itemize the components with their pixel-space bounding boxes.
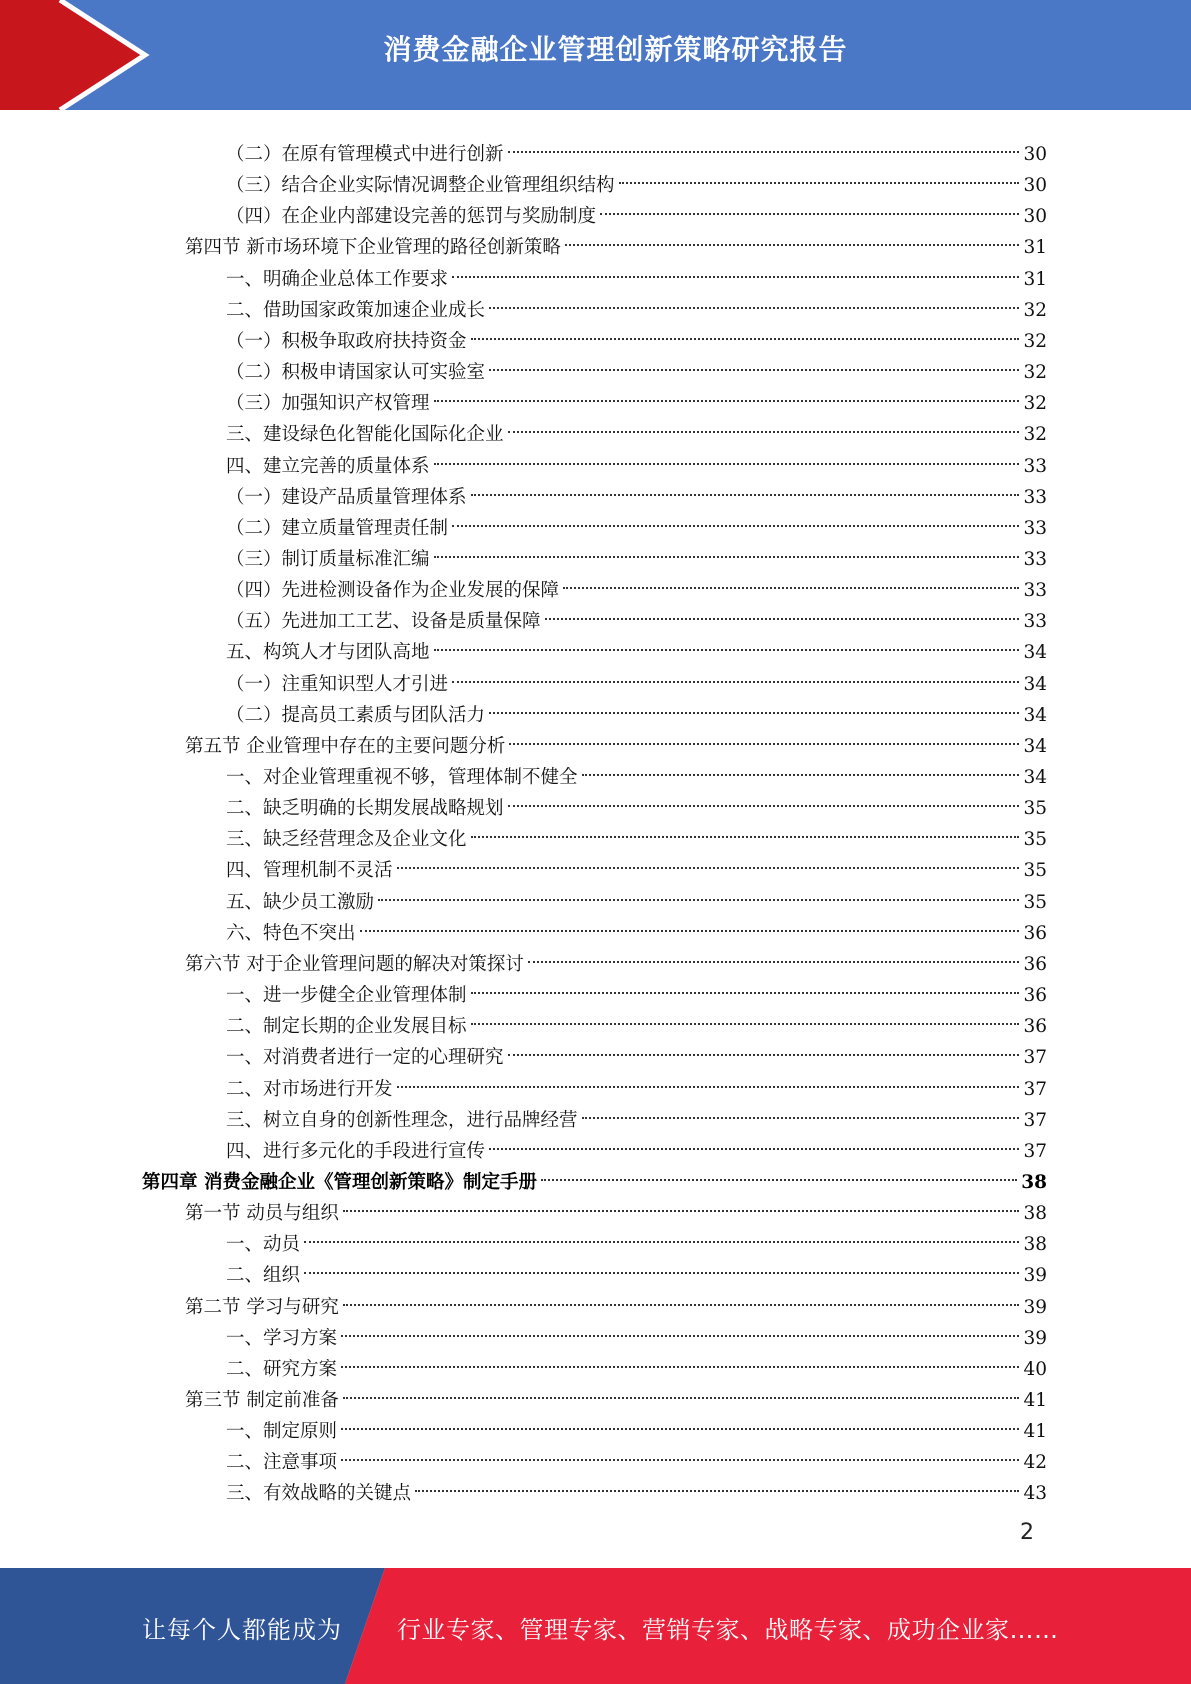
toc-dot-leader (434, 441, 1022, 472)
toc-entry[interactable] (226, 472, 1047, 508)
toc-entry-page: 36 (1023, 1016, 1047, 1038)
toc-entry-label: 二、对市场进行开发 (226, 1078, 393, 1100)
toc-entry-label: 三、树立自身的创新性理念，进行品牌经营 (226, 1109, 578, 1131)
toc-entry[interactable] (226, 752, 1047, 788)
toc-entry-label: 四、进行多元化的手段进行宣传 (226, 1140, 486, 1162)
toc-entry-label: 第六节 对于企业管理问题的解决对策探讨 (185, 953, 524, 975)
toc-entry-page: 34 (1023, 735, 1047, 757)
page-footer (0, 1568, 1191, 1684)
toc-entry-page: 38 (1023, 1203, 1047, 1225)
toc-entry-label: （三）制订质量标准汇编 (226, 548, 430, 570)
toc-entry[interactable] (226, 659, 1047, 695)
toc-entry-label: （一）注重知识型人才引进 (226, 673, 449, 695)
toc-dot-leader (600, 191, 1021, 222)
toc-entry-label: 三、缺乏经营理念及企业文化 (226, 829, 467, 851)
toc-dot-leader (341, 1406, 1021, 1437)
toc-entry[interactable] (226, 845, 1047, 882)
toc-dot-leader (341, 1344, 1021, 1375)
toc-entry[interactable] (226, 503, 1047, 539)
toc-entry-label: 三、有效战略的关键点 (226, 1483, 412, 1505)
toc-entry-page: 35 (1023, 798, 1047, 820)
toc-entry-label: （二）提高员工素质与团队活力 (226, 704, 486, 726)
toc-entry-page: 31 (1023, 237, 1047, 259)
toc-dot-leader (582, 752, 1022, 783)
toc-dot-leader (378, 877, 1021, 908)
toc-entry-label: 第三节 制定前准备 (185, 1390, 339, 1411)
toc-entry[interactable] (226, 129, 1047, 165)
toc-entry[interactable] (226, 409, 1047, 446)
toc-dot-leader (509, 721, 1021, 752)
toc-entry-label: 第四节 新市场环境下企业管理的路径创新策略 (185, 237, 561, 259)
toc-entry-label: （二）在原有管理模式中进行创新 (226, 144, 504, 165)
toc-entry[interactable] (226, 690, 1047, 726)
toc-dot-leader (582, 1095, 1022, 1126)
toc-dot-leader (508, 129, 1022, 160)
toc-dot-leader (415, 1468, 1021, 1499)
toc-entry[interactable] (226, 627, 1047, 664)
toc-dot-leader (343, 1188, 1022, 1219)
toc-dot-leader (508, 409, 1022, 440)
toc-entry-label: 一、进一步健全企业管理体制 (226, 985, 467, 1007)
toc-entry-label: （四）先进检测设备作为企业发展的保障 (226, 580, 560, 602)
toc-entry[interactable] (226, 1468, 1047, 1505)
toc-entry-label: 一、对消费者进行一定的心理研究 (226, 1047, 504, 1069)
toc-dot-leader (341, 1437, 1021, 1468)
toc-entry-label: 一、对企业管理重视不够，管理体制不健全 (226, 767, 578, 788)
toc-entry-page: 41 (1023, 1390, 1047, 1411)
toc-entry[interactable] (226, 1313, 1047, 1349)
toc-entry-label: 四、管理机制不灵活 (226, 860, 393, 882)
toc-entry-page: 39 (1023, 1296, 1047, 1318)
toc-dot-leader (471, 970, 1022, 1001)
toc-entry[interactable] (226, 160, 1047, 197)
toc-dot-leader (528, 939, 1022, 970)
toc-entry-label: 第二节 学习与研究 (185, 1296, 339, 1318)
toc-dot-leader (471, 814, 1022, 845)
toc-dot-leader (471, 1001, 1022, 1032)
toc-entry-label: （三）结合企业实际情况调整企业管理组织结构 (226, 175, 615, 197)
toc-entry-page: 30 (1023, 206, 1047, 228)
toc-entry-page: 42 (1023, 1452, 1047, 1474)
toc-entry-label: （三）加强知识产权管理 (226, 393, 430, 415)
toc-dot-leader (343, 1282, 1022, 1313)
toc-entry-page: 32 (1023, 362, 1047, 384)
toc-entry-page: 43 (1023, 1483, 1047, 1505)
toc-entry[interactable] (226, 1250, 1047, 1287)
toc-entry-page: 34 (1023, 767, 1047, 788)
toc-entry-page: 34 (1023, 704, 1047, 726)
toc-entry-page: 34 (1023, 642, 1047, 664)
toc-entry-label: 一、明确企业总体工作要求 (226, 268, 449, 290)
toc-entry[interactable] (226, 534, 1047, 570)
toc-entry-label: 五、缺少员工激励 (226, 891, 375, 913)
toc-dot-leader (304, 1219, 1021, 1250)
toc-entry-label: （四）在企业内部建设完善的惩罚与奖励制度 (226, 206, 597, 228)
toc-dot-leader (489, 347, 1021, 378)
page-number: 2 (1020, 1520, 1034, 1545)
page-header (0, 0, 1191, 110)
toc-entry-page: 35 (1023, 829, 1047, 851)
toc-entry[interactable] (185, 721, 1047, 757)
toc-dot-leader (471, 316, 1022, 347)
toc-entry-page: 37 (1023, 1109, 1047, 1131)
toc-entry[interactable] (226, 191, 1047, 228)
toc-dot-leader (508, 1032, 1022, 1063)
toc-entry[interactable] (226, 347, 1047, 384)
toc-entry-label: （二）建立质量管理责任制 (226, 517, 449, 539)
toc-entry-label: 二、研究方案 (226, 1358, 338, 1380)
toc-entry-page: 30 (1023, 175, 1047, 197)
toc-entry-page: 32 (1023, 330, 1047, 352)
toc-entry[interactable] (226, 877, 1047, 913)
toc-entry-page: 31 (1023, 268, 1047, 290)
toc-entry-page: 36 (1023, 922, 1047, 944)
toc-dot-leader (343, 1375, 1022, 1406)
toc-dot-leader (541, 1157, 1019, 1188)
toc-entry[interactable] (226, 1126, 1047, 1162)
toc-dot-leader (489, 285, 1021, 316)
toc-entry[interactable] (226, 783, 1047, 820)
toc-dot-leader (565, 222, 1022, 253)
toc-entry-label: 一、动员 (226, 1234, 301, 1256)
toc-entry[interactable] (226, 378, 1047, 415)
toc-dot-leader (397, 845, 1022, 876)
toc-entry-label: 二、借助国家政策加速企业成长 (226, 299, 486, 321)
toc-dot-leader (434, 534, 1022, 565)
toc-dot-leader (397, 1064, 1022, 1095)
toc-entry-page: 33 (1023, 486, 1047, 508)
toc-entry[interactable] (226, 1064, 1047, 1100)
toc-entry-label: 六、特色不突出 (226, 922, 356, 944)
toc-entry-label: 二、制定长期的企业发展目标 (226, 1016, 467, 1038)
toc-entry-page: 40 (1023, 1358, 1047, 1380)
toc-entry[interactable] (185, 1188, 1047, 1225)
toc-entry-page: 37 (1023, 1140, 1047, 1162)
toc-entry-page: 37 (1023, 1047, 1047, 1069)
toc-entry-page: 37 (1023, 1078, 1047, 1100)
toc-entry-label: 四、建立完善的质量体系 (226, 455, 430, 477)
toc-entry[interactable] (185, 1375, 1047, 1411)
toc-dot-leader (341, 1313, 1021, 1344)
toc-entry-page: 33 (1023, 611, 1047, 633)
toc-entry-page: 30 (1023, 144, 1047, 165)
toc-dot-leader (360, 908, 1022, 939)
toc-entry-label: （二）积极申请国家认可实验室 (226, 362, 486, 384)
toc-entry[interactable] (226, 814, 1047, 851)
toc-entry-page: 33 (1023, 580, 1047, 602)
toc-dot-leader (508, 783, 1022, 814)
toc-dot-leader (452, 503, 1021, 534)
toc-entry-page: 38 (1021, 1171, 1047, 1193)
toc-entry[interactable] (226, 1344, 1047, 1380)
toc-entry[interactable] (226, 1032, 1047, 1069)
toc-entry-page: 36 (1023, 985, 1047, 1007)
toc-entry-label: 一、学习方案 (226, 1327, 338, 1349)
toc-entry-page: 33 (1023, 548, 1047, 570)
toc-dot-leader (434, 378, 1022, 409)
toc-dot-leader (563, 565, 1021, 596)
toc-entry-label: 第四章 消费金融企业《管理创新策略》制定手册 (142, 1171, 537, 1193)
toc-entry-page: 32 (1023, 299, 1047, 321)
toc-dot-leader (304, 1250, 1021, 1281)
toc-entry[interactable] (185, 222, 1047, 259)
toc-entry-page: 38 (1023, 1234, 1047, 1256)
toc-entry[interactable] (226, 1095, 1047, 1131)
report-title: 消费金融企业管理创新策略研究报告 (383, 33, 848, 66)
footer-slogan-left: 让每个人都能成为 (142, 1616, 342, 1644)
toc-entry-label: 五、构筑人才与团队高地 (226, 642, 430, 664)
toc-entry[interactable] (226, 596, 1047, 633)
footer-slogan-right: 行业专家、管理专家、营销专家、战略专家、成功企业家…… (397, 1616, 1059, 1644)
toc-entry-page: 34 (1023, 673, 1047, 695)
toc-dot-leader (545, 596, 1022, 627)
toc-dot-leader (471, 472, 1022, 503)
toc-dot-leader (619, 160, 1022, 191)
toc-entry-label: （一）建设产品质量管理体系 (226, 486, 467, 508)
toc-dot-leader (452, 659, 1021, 690)
toc-entry[interactable] (226, 1219, 1047, 1256)
toc-entry[interactable] (226, 285, 1047, 321)
toc-entry-page: 39 (1023, 1265, 1047, 1287)
toc-entry[interactable] (185, 939, 1047, 975)
toc-entry[interactable] (226, 254, 1047, 290)
toc-entry-page: 32 (1023, 424, 1047, 446)
toc-entry-label: 二、缺乏明确的长期发展战略规划 (226, 798, 504, 820)
toc-entry[interactable] (185, 1282, 1047, 1318)
toc-entry[interactable] (226, 1406, 1047, 1443)
toc-dot-leader (452, 254, 1021, 285)
toc-entry[interactable] (226, 1437, 1047, 1474)
toc-entry-page: 35 (1023, 860, 1047, 882)
toc-entry-label: （五）先进加工工艺、设备是质量保障 (226, 611, 541, 633)
toc-entry-page: 32 (1023, 393, 1047, 415)
toc-entry-label: 二、注意事项 (226, 1452, 338, 1474)
toc-entry[interactable] (142, 1157, 1047, 1193)
toc-entry-page: 36 (1023, 953, 1047, 975)
toc-dot-leader (489, 690, 1021, 721)
toc-entry-page: 33 (1023, 517, 1047, 539)
toc-entry[interactable] (226, 441, 1047, 477)
toc-entry-label: 二、组织 (226, 1265, 301, 1287)
toc-entry-label: 第一节 动员与组织 (185, 1203, 339, 1225)
toc-entry-label: 第五节 企业管理中存在的主要问题分析 (185, 735, 506, 757)
toc-entry[interactable] (226, 908, 1047, 944)
toc-entry-page: 35 (1023, 891, 1047, 913)
toc-entry[interactable] (226, 316, 1047, 352)
toc-entry-label: （一）积极争取政府扶持资金 (226, 330, 467, 352)
toc-entry[interactable] (226, 970, 1047, 1007)
toc-dot-leader (434, 627, 1022, 658)
toc-entry-page: 33 (1023, 455, 1047, 477)
toc-dot-leader (489, 1126, 1021, 1157)
toc-entry-page: 41 (1023, 1421, 1047, 1443)
toc-entry-label: 三、建设绿色化智能化国际化企业 (226, 424, 504, 446)
toc-entry[interactable] (226, 565, 1047, 602)
toc-entry-label: 一、制定原则 (226, 1421, 338, 1443)
toc-entry-page: 39 (1023, 1327, 1047, 1349)
toc-entry[interactable] (226, 1001, 1047, 1038)
